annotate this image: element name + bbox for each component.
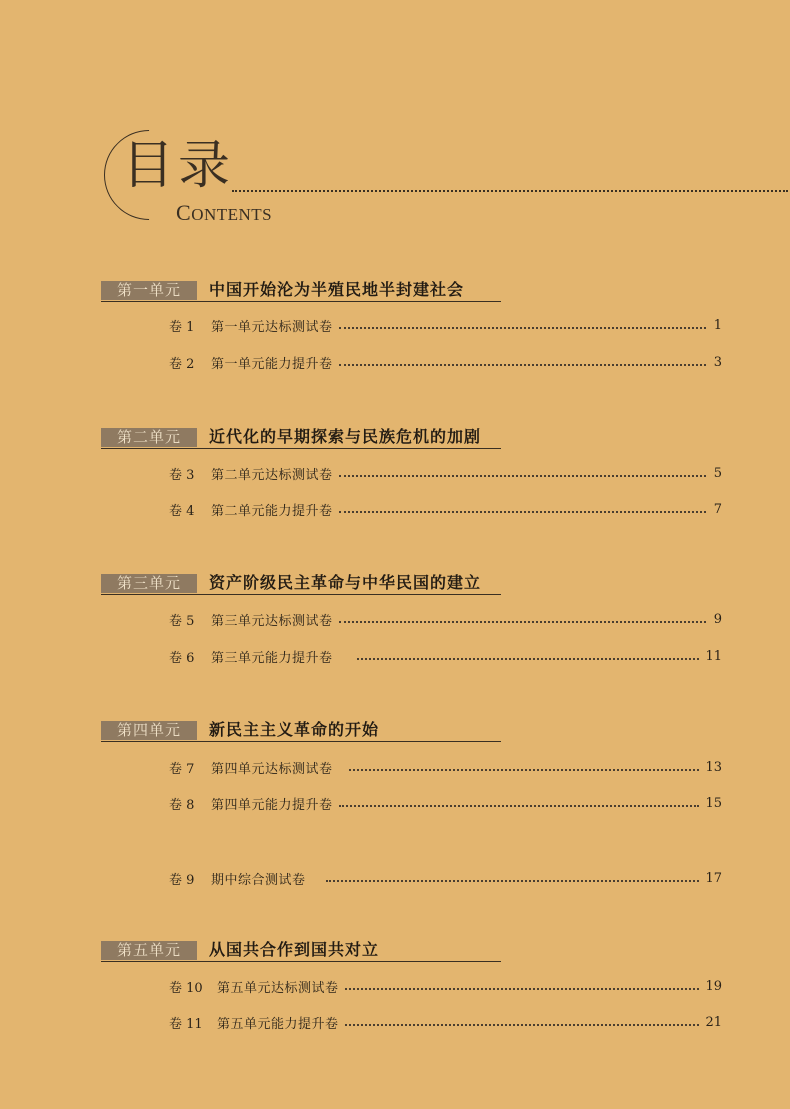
unit-tag: 第四单元 — [101, 721, 197, 740]
unit-title: 近代化的早期探索与民族危机的加剧 — [209, 427, 482, 446]
entry-page: 15 — [705, 795, 722, 811]
unit-heading-5 — [101, 939, 721, 961]
leader-dots — [345, 1024, 700, 1026]
subtitle-rest: ONTENTS — [191, 205, 273, 224]
leader-dots — [339, 621, 706, 623]
toc-entry[interactable] — [169, 1011, 722, 1033]
leader-dots — [339, 805, 700, 807]
entry-number: 卷 5 — [169, 613, 195, 629]
entry-name: 第五单元达标测试卷 — [217, 980, 339, 996]
toc-entry[interactable] — [169, 314, 722, 336]
entry-name: 第四单元能力提升卷 — [211, 797, 333, 813]
entry-name: 第四单元达标测试卷 — [211, 761, 333, 777]
entry-page: 1 — [713, 317, 722, 333]
unit-underline — [101, 448, 501, 449]
unit-tag: 第五单元 — [101, 941, 197, 960]
entry-name: 第二单元能力提升卷 — [211, 503, 333, 519]
leader-dots — [326, 880, 700, 882]
unit-tag: 第一单元 — [101, 281, 197, 300]
entry-page: 11 — [705, 648, 722, 664]
entry-number: 卷 6 — [169, 650, 195, 666]
leader-dots — [357, 658, 700, 660]
unit-title: 新民主主义革命的开始 — [209, 720, 380, 739]
entry-name: 第一单元能力提升卷 — [211, 356, 333, 372]
entry-page: 17 — [705, 870, 722, 886]
toc-entry[interactable] — [169, 645, 722, 667]
entry-name: 期中综合测试卷 — [211, 872, 306, 888]
entry-number: 卷 3 — [169, 467, 195, 483]
unit-underline — [101, 301, 501, 302]
entry-name: 第二单元达标测试卷 — [211, 467, 333, 483]
unit-heading-2 — [101, 426, 721, 448]
unit-underline — [101, 961, 501, 962]
leader-dots — [339, 511, 706, 513]
leader-dots — [349, 769, 700, 771]
unit-tag: 第三单元 — [101, 574, 197, 593]
entry-number: 卷 11 — [169, 1016, 203, 1032]
entry-page: 21 — [705, 1014, 722, 1030]
toc-entry[interactable] — [169, 351, 722, 373]
entry-page: 7 — [713, 501, 722, 517]
toc-entry[interactable] — [169, 756, 722, 778]
page-title: 目录 — [122, 136, 235, 196]
unit-title: 资产阶级民主革命与中华民国的建立 — [209, 573, 482, 592]
header-dotted-rule — [232, 190, 788, 192]
toc-entry[interactable] — [169, 498, 722, 520]
entry-number: 卷 1 — [169, 319, 195, 335]
leader-dots — [339, 364, 706, 366]
entry-name: 第三单元能力提升卷 — [211, 650, 333, 666]
unit-title: 从国共合作到国共对立 — [209, 940, 380, 959]
entry-number: 卷 7 — [169, 761, 195, 777]
entry-name: 第三单元达标测试卷 — [211, 613, 333, 629]
subtitle-initial: C — [176, 200, 192, 225]
entry-page: 19 — [705, 978, 722, 994]
entry-number: 卷 9 — [169, 872, 195, 888]
unit-title: 中国开始沦为半殖民地半封建社会 — [209, 280, 465, 299]
toc-entry[interactable] — [169, 608, 722, 630]
unit-underline — [101, 594, 501, 595]
unit-heading-4 — [101, 719, 721, 741]
entry-page: 3 — [713, 354, 722, 370]
unit-heading-3 — [101, 572, 721, 594]
leader-dots — [345, 988, 700, 990]
entry-number: 卷 4 — [169, 503, 195, 519]
leader-dots — [339, 475, 706, 477]
toc-entry-midterm[interactable] — [169, 867, 722, 889]
toc-entry[interactable] — [169, 975, 722, 997]
unit-tag: 第二单元 — [101, 428, 197, 447]
entry-number: 卷 8 — [169, 797, 195, 813]
unit-heading-1 — [101, 279, 721, 301]
entry-page: 13 — [705, 759, 722, 775]
entry-page: 5 — [713, 465, 722, 481]
toc-header — [100, 128, 790, 228]
page-subtitle — [176, 200, 272, 226]
unit-underline — [101, 741, 501, 742]
leader-dots — [339, 327, 706, 329]
entry-name: 第一单元达标测试卷 — [211, 319, 333, 335]
toc-entry[interactable] — [169, 792, 722, 814]
entry-name: 第五单元能力提升卷 — [217, 1016, 339, 1032]
entry-page: 9 — [713, 611, 722, 627]
entry-number: 卷 10 — [169, 980, 203, 996]
entry-number: 卷 2 — [169, 356, 195, 372]
toc-entry[interactable] — [169, 462, 722, 484]
